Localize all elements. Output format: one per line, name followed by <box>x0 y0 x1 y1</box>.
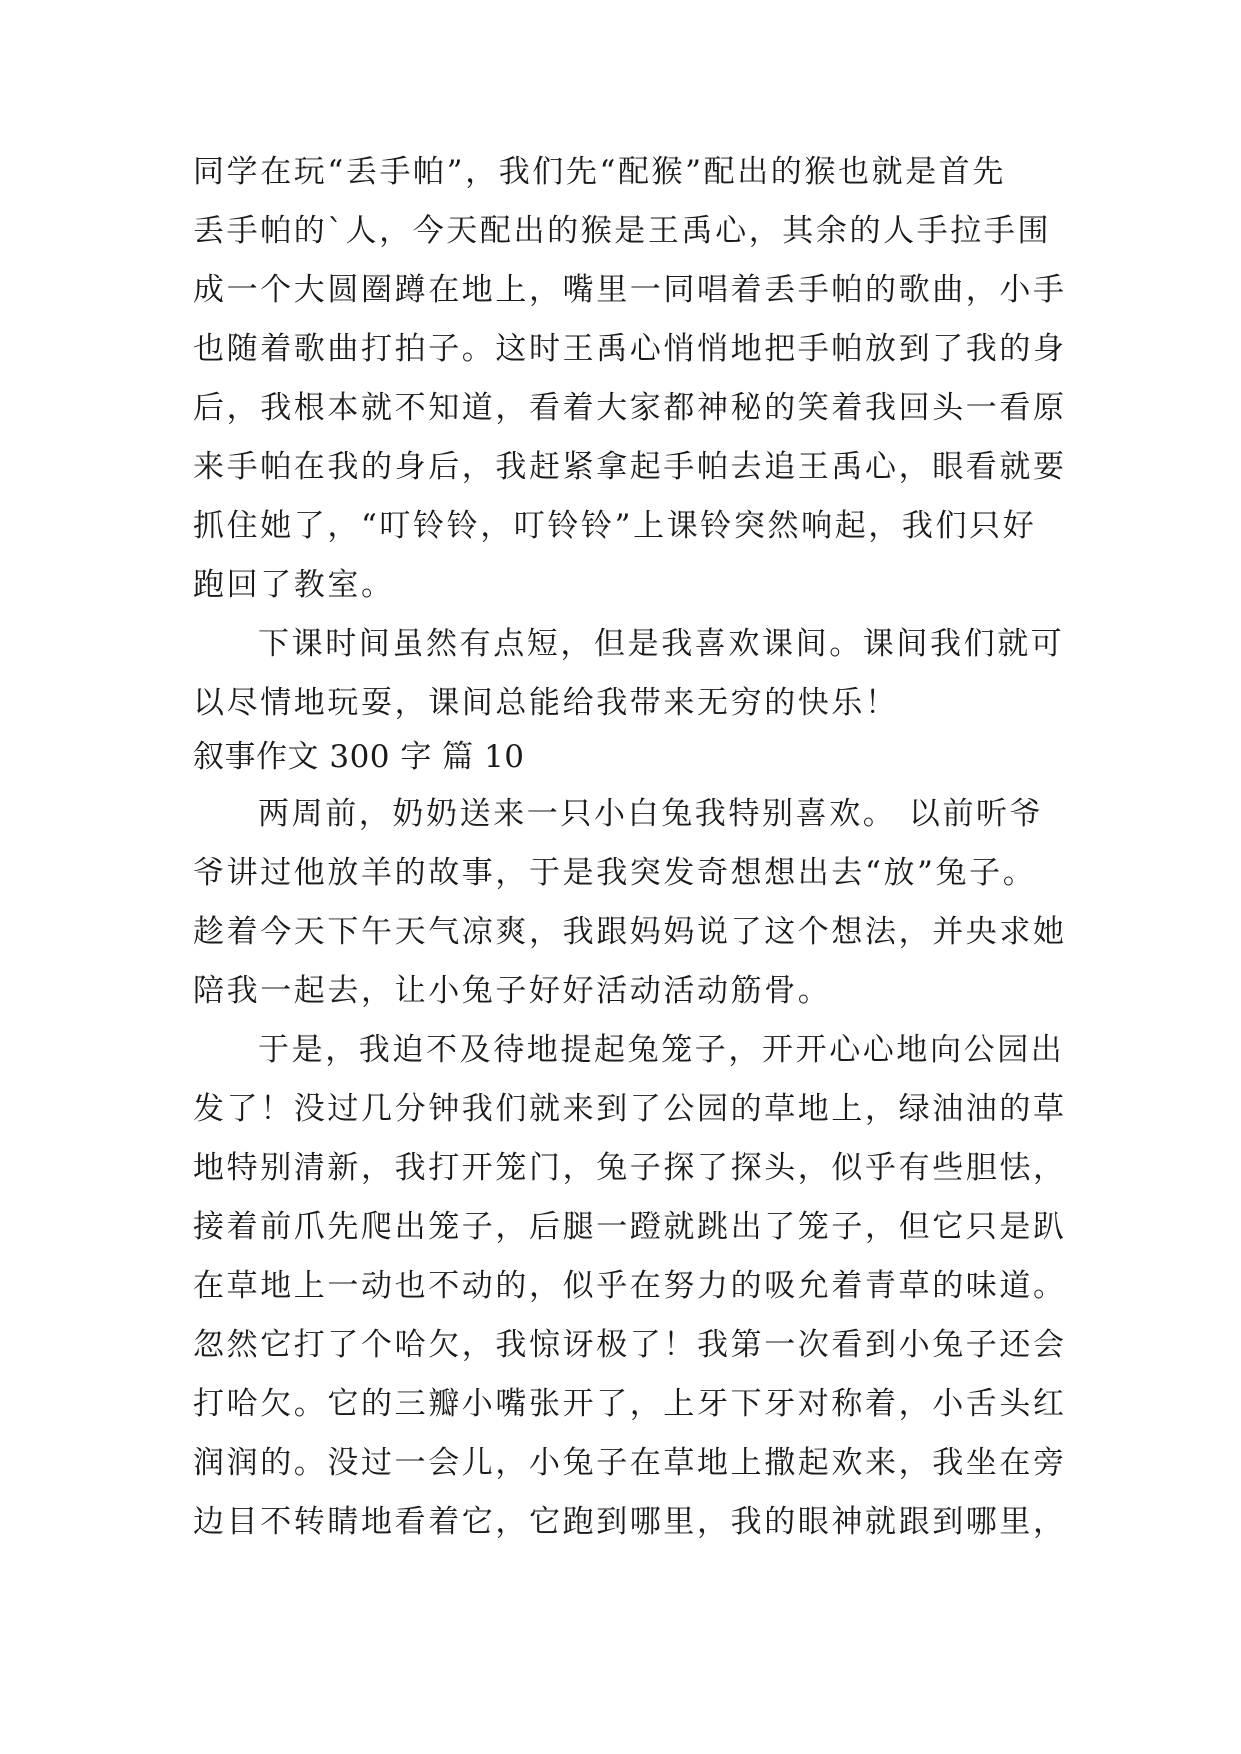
text-line-20: 在草地上一动也不动的，似乎在努力的吸允着青草的味道。 <box>193 1268 1067 1304</box>
paragraph-start-line: 两周前，奶奶送来一只小白兔我特别喜欢。 以前听爷 <box>258 796 1044 832</box>
text-line-4: 也随着歌曲打拍子。这时王禹心悄悄地把手帕放到了我的身 <box>193 331 1067 367</box>
text-line-7: 抓住她了，“叮铃铃，叮铃铃”上课铃突然响起，我们只好 <box>193 508 1037 544</box>
text-line-18: 地特别清新，我打开笼门，兔子探了探头，似乎有些胆怯， <box>193 1150 1067 1186</box>
text-line-1: 同学在玩“丢手帕”，我们先“配猴”配出的猴也就是首先 <box>193 154 1006 190</box>
text-line-5: 后，我根本就不知道，看着大家都神秘的笑着我回头一看原 <box>193 390 1067 426</box>
text-line-3: 成一个大圆圈蹲在地上，嘴里一同唱着丢手帕的歌曲，小手 <box>193 272 1067 308</box>
paragraph-start-line: 下课时间虽然有点短，但是我喜欢课间。课间我们就可 <box>258 626 1065 662</box>
text-line-10: 以尽情地玩耍，课间总能给我带来无穷的快乐！ <box>193 685 899 721</box>
text-line-22: 打哈欠。它的三瓣小嘴张开了，上牙下牙对称着，小舌头红 <box>193 1386 1067 1422</box>
text-line-13: 爷讲过他放羊的故事，于是我突发奇想想出去“放”兔子。 <box>193 855 1037 891</box>
text-line-17: 发了！没过几分钟我们就来到了公园的草地上，绿油油的草 <box>193 1091 1067 1127</box>
text-line-6: 来手帕在我的身后，我赶紧拿起手帕去追王禹心，眼看就要 <box>193 449 1067 485</box>
text-line-2: 丢手帕的`人，今天配出的猴是王禹心，其余的人手拉手围 <box>193 213 1052 249</box>
text-line-19: 接着前爪先爬出笼子，后腿一蹬就跳出了笼子，但它只是趴 <box>193 1209 1067 1245</box>
section-heading: 叙事作文 300 字 篇 10 <box>193 739 525 775</box>
text-line-23: 润润的。没过一会儿，小兔子在草地上撒起欢来，我坐在旁 <box>193 1445 1067 1481</box>
text-line-24: 边目不转睛地看着它，它跑到哪里，我的眼神就跟到哪里， <box>193 1504 1067 1540</box>
text-line-21: 忽然它打了个哈欠，我惊讶极了！我第一次看到小兔子还会 <box>193 1327 1067 1363</box>
text-line-15: 陪我一起去，让小兔子好好活动活动筋骨。 <box>193 973 832 1009</box>
text-line-8: 跑回了教室。 <box>193 567 395 603</box>
paragraph-start-line: 于是，我迫不及待地提起兔笼子，开开心心地向公园出 <box>258 1032 1065 1068</box>
text-line-14: 趁着今天下午天气凉爽，我跟妈妈说了这个想法，并央求她 <box>193 914 1067 950</box>
